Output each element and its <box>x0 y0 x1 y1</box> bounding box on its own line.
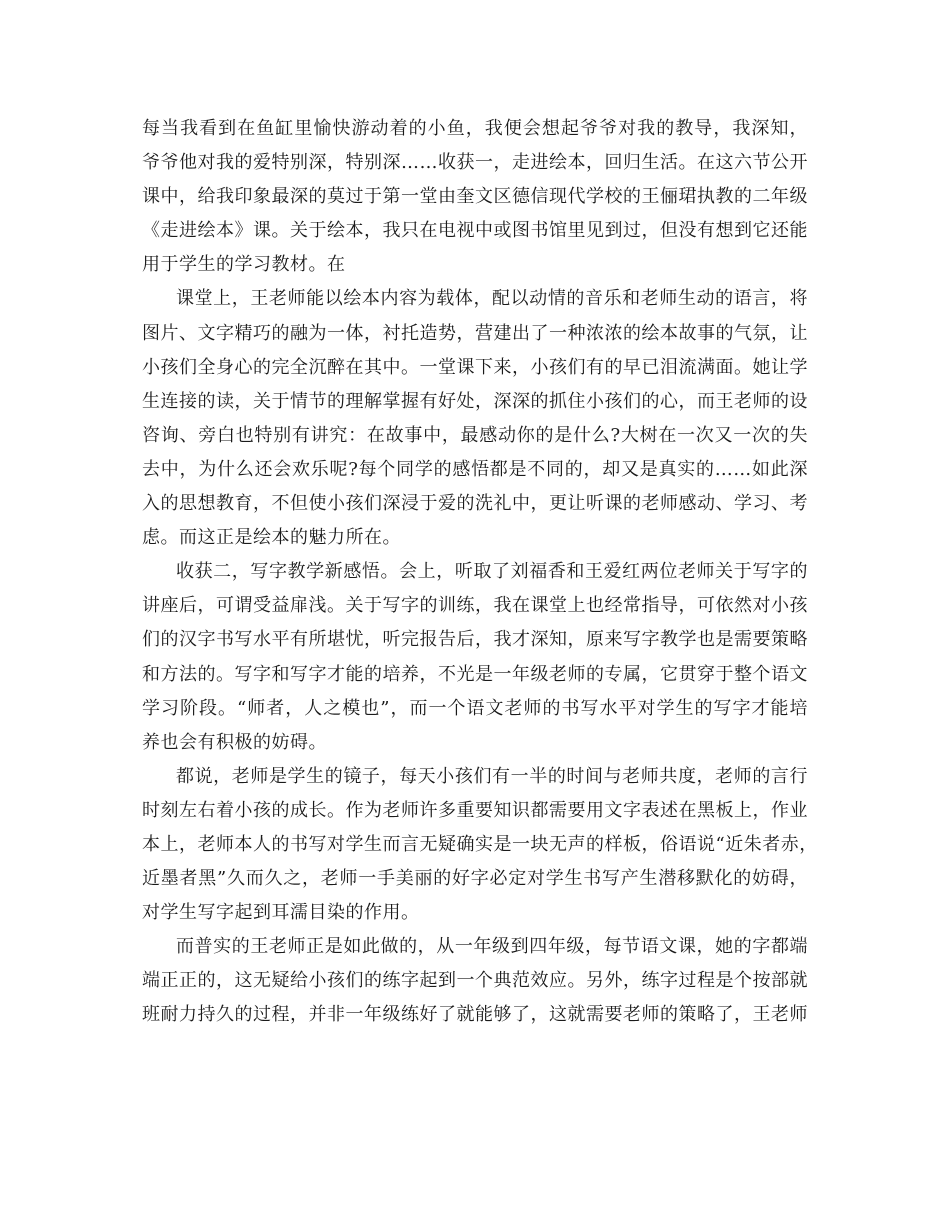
paragraph-line: 爷爷他对我的爱特别深，特别深……收获一，走进绘本，回归生活。在这六节公开 <box>142 152 808 174</box>
paragraph-line: 近墨者黑”久而久之，老师一手美丽的好字必定对学生书写产生潜移默化的妨碍， <box>142 868 808 890</box>
paragraph-line: 咨询、旁白也特别有讲究：在故事中，最感动你的是什么?大树在一次又一次的失 <box>142 424 808 446</box>
paragraph-line: 讲座后，可谓受益扉浅。关于写字的训练，我在课堂上也经常指导，可依然对小孩 <box>142 595 808 617</box>
paragraph-line: 班耐力持久的过程，并非一年级练好了就能够了，这就需要老师的策略了，王老师 <box>142 1004 808 1026</box>
paragraph-line: 端正正的，这无疑给小孩们的练字起到一个典范效应。另外，练字过程是个按部就 <box>142 970 808 992</box>
document-page <box>142 112 818 1033</box>
paragraph-line: 们的汉字书写水平有所堪忧，听完报告后，我才深知，原来写字教学也是需要策略 <box>142 629 808 651</box>
paragraph-line: 小孩们全身心的完全沉醉在其中。一堂课下来，小孩们有的早已泪流满面。她让学 <box>142 356 808 378</box>
paragraph-line: 而普实的王老师正是如此做的，从一年级到四年级，每节语文课，她的字都端 <box>176 936 808 958</box>
paragraph-line: 和方法的。写字和写字才能的培养，不光是一年级老师的专属，它贯穿于整个语文 <box>142 663 808 685</box>
paragraph-line: 入的思想教育，不但使小孩们深浸于爱的洗礼中，更让听课的老师感动、学习、考 <box>142 493 808 515</box>
paragraph-line: 收获二，写字教学新感悟。会上，听取了刘福香和王爱红两位老师关于写字的 <box>176 561 808 583</box>
paragraph-line: 生连接的读，关于情节的理解掌握有好处，深深的抓住小孩们的心，而王老师的设 <box>142 390 808 412</box>
paragraph-line: 养也会有积极的妨碍。 <box>142 731 327 753</box>
paragraph-line: 去中，为什么还会欢乐呢?每个同学的感悟都是不同的，却又是真实的……如此深 <box>142 458 808 480</box>
paragraph-line: 虑。而这正是绘本的魅力所在。 <box>142 527 401 549</box>
paragraph-line: 都说，老师是学生的镜子，每天小孩们有一半的时间与老师共度，老师的言行 <box>176 765 808 787</box>
paragraph-line: 课中，给我印象最深的莫过于第一堂由奎文区德信现代学校的王俪珺执教的二年级 <box>142 186 808 208</box>
paragraph-line: 对学生写字起到耳濡目染的作用。 <box>142 902 420 924</box>
paragraph-line: 《走进绘本》课。关于绘本，我只在电视中或图书馆里见到过，但没有想到它还能 <box>142 220 808 242</box>
paragraph-line: 每当我看到在鱼缸里愉快游动着的小鱼，我便会想起爷爷对我的教导，我深知， <box>142 118 808 139</box>
paragraph-line: 用于学生的学习教材。在 <box>142 254 346 276</box>
paragraph-line: 时刻左右着小孩的成长。作为老师许多重要知识都需要用文字表述在黑板上，作业 <box>142 799 808 821</box>
paragraph-line: 图片、文字精巧的融为一体，衬托造势，营建出了一种浓浓的绘本故事的气氛，让 <box>142 322 808 344</box>
paragraph-line: 学习阶段。“师者，人之模也”，而一个语文老师的书写水平对学生的写字才能培 <box>142 697 808 719</box>
paragraph-line: 本上，老师本人的书写对学生而言无疑确实是一块无声的样板，俗语说“近朱者赤， <box>142 833 818 855</box>
paragraph-line: 课堂上，王老师能以绘本内容为载体，配以动情的音乐和老师生动的语言，将 <box>176 288 808 310</box>
